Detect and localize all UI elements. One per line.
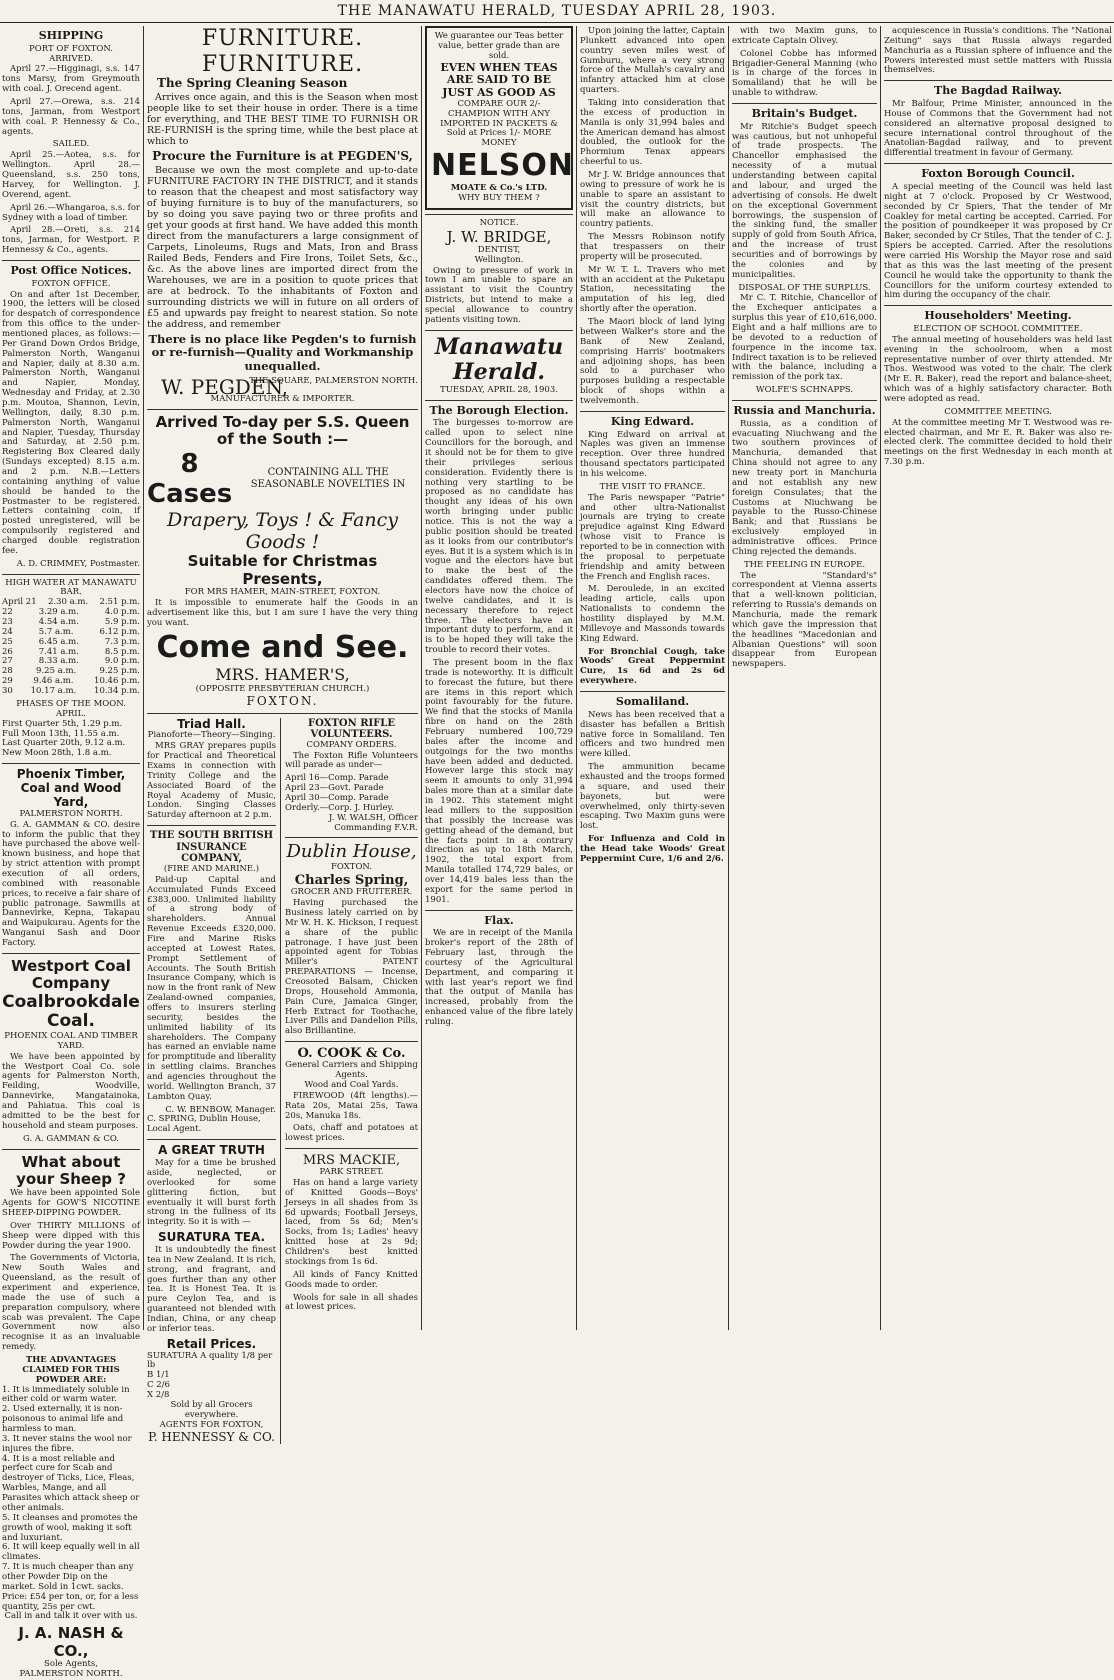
procure-text: Because we own the most complete and up-to-date FURNITURE FACTORY IN THE DISTRICT, and it stands to reason that the cheapest and most satisfactory way of buying furniture is to buy of the manufacturers, so by so doing you save paying two or three profits and get your goods at first hand. We have added this month direct from the manufacturers a large consignment of Carpets, Linoleums, Rugs and Mats, Iron and Brass Railed Beds, Fenders and Fire Irons, Toilet Sets, &c., &c. As the above lines are imported direct from the Warehouses, we are in a position to quote prices that are at bedrock. To the inhabitants of Foxton and surrounding districts we will in future on all orders of £5 and upwards pay freight to nearest station. So note the address, and remember bbox=[147, 164, 418, 331]
france-text: The Paris newspaper "Patrie" and other ultra-Nationalist journals are trying to create prejudice against King Edward (whose visit to France is reported to be in connection with the proposal to perpetuate friendship and amity between the French and English races. bbox=[580, 492, 725, 582]
tide-cell: 10.17 a.m. bbox=[30, 686, 77, 697]
wellington: Wellington. bbox=[474, 254, 524, 265]
divider bbox=[732, 103, 877, 104]
tide-cell: 30 bbox=[2, 686, 13, 697]
moon-line: New Moon 28th, 1.8 a.m. bbox=[2, 748, 112, 759]
mackie-title: MRS MACKIE, bbox=[302, 1153, 401, 1169]
coalbrookdale: Coalbrookdale Coal. bbox=[2, 991, 140, 1032]
tide-cell: 6.45 a.m. bbox=[38, 636, 79, 647]
king-text: King Edward on arrival at Naples was given an immense reception. Over three hundred thousand spectators participated in his welcome. bbox=[580, 429, 725, 479]
moon-line: Last Quarter 20th, 9.12 a.m. bbox=[2, 738, 126, 749]
come-and-see: Come and See. bbox=[156, 630, 409, 666]
dublin-foxton: FOXTON. bbox=[331, 862, 373, 873]
tea-even: EVEN WHEN TEAS ARE SAID TO BE JUST AS GOOD AS bbox=[440, 60, 558, 100]
insurance-text: Paid-up Capital and Accumulated Funds Exceed £383,000. Unlimited liability of a strong body of shareholders. Annual Revenue Exceeds £320,000. Fire and Marine Risks accepted at Lowest Rates. Prompt Settlement of Accounts. The South British Insurance Company, which is now in the front rank of New Zealand-owned companies, offers to insurers sterling security, besides the unlimited liability of its shareholders. The Company has earned an enviable name for promptitude and liberality in settling claims. Branches and agencies throughout the world. Wellington Branch, 37 Lambton Quay. bbox=[147, 874, 277, 1102]
advantage-item: 6. It will keep equally well in all climates. bbox=[2, 1542, 140, 1563]
dentist: DENTIST, bbox=[477, 244, 521, 255]
pegden-sub: MANUFACTURER & IMPORTER. bbox=[210, 394, 355, 405]
shipping-line: April 27.—Higginagi, s.s. 147 tons Marsy, from Greymouth with coal. J. Orecend agent. bbox=[2, 64, 140, 95]
budget-text: Mr Ritchie's Budget speech was cautious, but not unhopeful of trade prospects. The Chancellor emphasised the necessity of a mutual understanding between capital and labour, and urged the advertising of consols. He dwelt on the exceptional Government borrowings, the suspension of the sinking fund, the smaller supply of gold from South Africa, and the increase of trust securities and of borrowings by the colonies and by municipalities. bbox=[732, 121, 877, 280]
advantage-item: 1. It is immediately soluble in either cold or warm water. bbox=[2, 1384, 130, 1405]
tide-cell: 29 bbox=[2, 676, 13, 687]
committee-text: At the committee meeting Mr T. Westwood was re-elected chairman, and Mr E. R. Baker was also re-elected clerk. The committee decided to hold their meetings on the first Wednesday in each month at 7.30 p.m. bbox=[884, 417, 1112, 468]
column-rule bbox=[421, 26, 422, 1330]
tide-cell: 10.34 p.m. bbox=[94, 686, 140, 697]
spring-title: The Spring Cleaning Season bbox=[157, 76, 348, 91]
retail-row: C 2/6 bbox=[147, 1380, 170, 1391]
rifles-text: The Foxton Rifle Volunteers will parade as under— bbox=[285, 750, 418, 771]
divider bbox=[285, 837, 418, 838]
divider bbox=[2, 574, 140, 575]
divider bbox=[580, 691, 725, 692]
flax-text: We are in receipt of the Manila broker's report of the 28th of February last, through the courtesy of the Agricultural Department, and comparing it with last year's report we find that the output of Manila has increased, probably from the enhanced value of the fibre lately ruling. bbox=[425, 928, 573, 1027]
somaliland-text: News has been received that a disaster has befallen a British native force in Somaliland. Ten officers and two hundred men were killed. bbox=[580, 709, 725, 760]
impossible-text: It is impossible to enumerate half the Goods in an advertisement like this, but I am sure I have the very thing you want. bbox=[147, 597, 418, 628]
column-2 bbox=[147, 26, 418, 1444]
column-rule bbox=[576, 26, 577, 1330]
divider bbox=[732, 400, 877, 401]
tide-cell: 8.33 a.m. bbox=[38, 656, 79, 667]
nash-sub: Sole Agents, bbox=[44, 1659, 98, 1670]
cases-title: 8 Cases bbox=[147, 448, 233, 509]
tide-cell: 9.25 p.m. bbox=[99, 666, 140, 677]
cook-sub: General Carriers and Shipping Agents. bbox=[285, 1060, 418, 1081]
westport-sign: G. A. GAMMAN & CO. bbox=[23, 1133, 119, 1144]
divider bbox=[2, 953, 140, 954]
surplus-title: DISPOSAL OF THE SURPLUS. bbox=[738, 282, 871, 293]
tide-cell: 7.41 a.m. bbox=[38, 646, 79, 657]
westport-text: We have been appointed by the Westport Coal Co. sole agents for Palmerston North, Feilding, Woodville, Dannevirke, Mangatainoka, and Pahiatua. This coal is admitted to be the best for household and steam purposes. bbox=[2, 1051, 140, 1131]
herald-title: Manawatu Herald. bbox=[434, 333, 564, 386]
somaliland-title: Somaliland. bbox=[615, 695, 690, 709]
tide-cell: 2.30 a.m. bbox=[47, 597, 89, 608]
drapery-title: Drapery, Toys ! & Fancy Goods ! bbox=[166, 509, 399, 554]
christmas-title: Suitable for Christmas Presents, bbox=[187, 552, 378, 588]
tide-title: HIGH WATER AT MANAWATU BAR. bbox=[5, 577, 137, 598]
masthead bbox=[0, 0, 1114, 23]
divider bbox=[884, 163, 1112, 164]
tide-cell: 5.7 a.m. bbox=[38, 626, 74, 637]
column-text: The Messrs Robinson notify that trespassers on their property will be prosecuted. bbox=[580, 232, 725, 262]
advantage-item: 7. It is much cheaper than any other Powder Dip on the market. Sold in 1cwt. sacks. Price: £54 per ton, or, for a less quantity, 25s per cwt. bbox=[2, 1562, 139, 1612]
suratura-title: SURATURA TEA. bbox=[157, 1230, 266, 1245]
divider bbox=[2, 260, 140, 261]
feeling-title: THE FEELING IN EUROPE. bbox=[743, 559, 866, 570]
bronchial-ad: For Bronchial Cough, take Woods' Great Peppermint Cure, 1s 6d and 2s 6d everywhere. bbox=[580, 646, 725, 687]
council-text: A special meeting of the Council was held last night at 7 o'clock. Proposed by Cr Westwood, seconded by Cr Spiers, That the tender of Mr Coakley for metal carting be accepted. Carried. For the position of poundkeeper it was proposed by Cr Baker, seconded by Cr Stiles, That the tender of C. J. Spiers be accepted. Carried. After the resolutions were carried His Worship the Mayor rose and said that as this was the last meeting of the present Council he would take the opportunity to thank the Councillors for the uniform courtesy extended to him during the occupancy of the chair. bbox=[884, 181, 1112, 301]
somaliland-text: The ammunition became exhausted and the troops formed a square, and used their bayonets, but were overwhelmed, only thirty-seven escaping. Two Maxim guns were lost. bbox=[580, 762, 725, 832]
shipping-title: SHIPPING bbox=[38, 29, 104, 42]
phoenix-text: G. A. GAMMAN & CO. desire to inform the public that they have purchased the above well-known business, and hope that by strict attention with prompt execution of all orders, combined with reasonable prices, to receive a fair share of public patronage. Sawmills at Dannevirke, Kepna, Takapau and Waipukurau. Agents for the Wanganui Sash and Door Factory. bbox=[2, 819, 140, 948]
shipping-port: PORT OF FOXTON. bbox=[29, 43, 113, 54]
tide-cell: 26 bbox=[2, 646, 13, 657]
advantage-item: 3. It never stains the wool nor injures the fibre. bbox=[2, 1433, 132, 1454]
triad-title: Triad Hall. bbox=[177, 716, 246, 731]
column-text: acquiescence in Russia's conditions. The "National Zeitung" says that Russia always regarded Manchuria as a Russian sphere of influence and the Powers interested must settle matters with Russia themselves. bbox=[884, 26, 1112, 76]
insurance-title: THE SOUTH BRITISH INSURANCE COMPANY, bbox=[149, 830, 274, 865]
column-text: Taking into consideration that the excess of production in Manila is only 31,994 bales and the American demand has almost doubled, the outlook for the Phormium Tenax appears cheerful to us. bbox=[580, 98, 725, 168]
tide-cell: 28 bbox=[2, 666, 13, 677]
tide-row bbox=[2, 687, 140, 697]
benbow: C. W. BENBOW, Manager. bbox=[165, 1104, 277, 1115]
tide-cell: 23 bbox=[2, 617, 13, 628]
france-title: THE VISIT TO FRANCE. bbox=[599, 481, 706, 492]
divider bbox=[285, 1041, 418, 1042]
divider bbox=[425, 330, 573, 331]
tide-cell: 6.12 p.m. bbox=[99, 626, 140, 637]
divider bbox=[285, 1148, 418, 1149]
divider bbox=[425, 214, 573, 215]
column-rule bbox=[143, 26, 144, 1330]
nelson-title: NELSON bbox=[431, 148, 574, 184]
divider bbox=[425, 910, 573, 911]
column-text: Mr W. T. L. Travers who met with an accident at the Puketapu Station, necessitating the amputation of his leg, died shortly after the operation. bbox=[580, 264, 725, 315]
foxton: FOXTON. bbox=[246, 693, 319, 708]
column-text: The Maori block of land lying between Walker's store and the Bank of New Zealand, comprising Harris' bootmakers and adjoining shops, has been sold to a purchaser who purposes building a respectable block of shops within a twelvemonth. bbox=[580, 317, 725, 406]
opposite: (OPPOSITE PRESBYTERIAN CHURCH.) bbox=[195, 683, 370, 694]
divider bbox=[425, 400, 573, 401]
column-3 bbox=[425, 26, 573, 1330]
triad-text: MRS GRAY prepares pupils for Practical and Theoretical Exams in connection with Trinity College and the Associated Board of the Royal Academy of Music, London. Singing Classes Saturday afternoon at 2 p.m. bbox=[147, 741, 277, 821]
shipping-line: April 26.—Whangaroa, s.s. for Sydney with a load of timber. bbox=[2, 202, 140, 223]
tide-cell: 27 bbox=[2, 656, 13, 667]
divider bbox=[2, 763, 140, 764]
advantage-item: 5. It cleanses and promotes the growth of wool, making it soft and luxuriant. bbox=[2, 1512, 138, 1543]
pegden-name: W. PEGDEN, bbox=[161, 375, 289, 400]
wools: Wools for sale in all shades at lowest prices. bbox=[285, 1292, 418, 1313]
editorial-text: The burgesses to-morrow are called upon to select nine Councillors for the borough, and it should not be for them to give their privileges serious consideration. Evidently there is nothing very startling to be proposed as no candidate has thought any ideas of his own worth bringing under public notice. This is not the way a public position should be treated as it looks from our contributor's eyes. But it is a system which is in vogue and the electors have but to make the best of the candidates offered them. The electors have now the choice of twelve candidates, and it is necessary therefore to reject three. The electors have an important duty to perform, and it is to be hoped they will take the trouble to record their votes. bbox=[425, 418, 573, 656]
tide-cell: 3.29 a.m. bbox=[38, 607, 79, 618]
flax-title: Flax. bbox=[484, 913, 514, 927]
divider bbox=[884, 305, 1112, 306]
tide-cell: 4.0 p.m. bbox=[104, 607, 140, 618]
advantages-title: THE ADVANTAGES CLAIMED FOR THIS POWDER ARE: bbox=[22, 1355, 120, 1385]
tide-cell: 10.46 p.m. bbox=[94, 676, 140, 687]
advantage-item: 4. It is a most reliable and perfect cure for Scab and destroyer of Ticks, Lice, Fleas, Warbles, Mange, and all Parasites which attack sheep or other animals. bbox=[2, 1453, 140, 1513]
tide-cell: 2.51 p.m. bbox=[99, 597, 140, 608]
schnapps: WOLFE'S SCHNAPPS. bbox=[755, 385, 854, 396]
sheep-title: What about your Sheep ? bbox=[16, 1152, 126, 1188]
column-text: Upon joining the latter, Captain Plunkett advanced into open country seven miles west of Gumburu, where a very strong force of the Mullah's cavalry and infantry attacked him at close quarters. bbox=[580, 26, 725, 96]
triad-sub: Pianoforte—Theory—Singing. bbox=[147, 730, 276, 741]
tide-cell: 8.5 p.m. bbox=[104, 646, 140, 657]
divider bbox=[147, 1139, 276, 1140]
shipping-line: April 28.—Oreti, s.s. 214 tons, Jarman, for Westport. P. Hennessy & Co., agents. bbox=[2, 225, 140, 256]
divider bbox=[147, 409, 418, 410]
grocer: GROCER AND FRUITERER. bbox=[290, 887, 413, 898]
procure-title: Procure the Furniture is at PEGDEN'S, bbox=[152, 149, 413, 164]
bridge-text: Owing to pressure of work in town I am unable to spare an assistant to visit the Country Districts, but intend to make a special allowance to country patients visiting town. bbox=[425, 265, 573, 325]
why-buy: WHY BUY THEM ? bbox=[458, 192, 540, 203]
arrived-title: Arrived To-day per S.S. Queen of the South :— bbox=[155, 413, 410, 449]
shipping-line: April 25.—Aotea, s.s. for Wellington. April 28.—Queensland, s.s. 250 tons, Harvey, for Wellington. J. Overend, agent. bbox=[2, 150, 140, 200]
column-1 bbox=[2, 26, 140, 1679]
spring-text: Arrives once again, and this is the Season when most people like to set their house in order. There is a time for everything, and THE BEST TIME TO FURNISH OR RE-FURNISH is the spring time, while the best place at which to bbox=[147, 91, 418, 147]
tide-cell: 24 bbox=[2, 626, 13, 637]
spring-agent: C. SPRING, Dublin House, Local Agent. bbox=[147, 1114, 261, 1135]
phoenix-coal: PHOENIX COAL AND TIMBER YARD. bbox=[4, 1031, 138, 1051]
russia-title: Russia and Manchuria. bbox=[733, 403, 876, 417]
shipping-line: April 27.—Orewa, s.s. 214 tons, Jarman, from Westport with coal. P. Hennessy & Co., agents. bbox=[2, 97, 140, 137]
post-office-text: On and after 1st December, 1900, the letters will be closed for despatch of correspondence from this office to the under-mentioned places, as follows:— Per Grand Down Ordos Bridge, Palmerston North, Wanganui and Napier, daily at 8.30 a.m. Palmerston North, Wanganui and Napier, Monday, Wednesday and Friday, at 2.30 p.m. Moutoa, Shannon, Levin, Wellington, daily, 8.30 p.m. Palmerston North, Wanganui and Napier, Tuesday, Thursday and Saturday, at 2.50 p.m. Registering Box Cleared daily (Sundays excepted) 8.15 a.m. and 2 p.m. N.B.—Letters containing anything of value should be handed to the Postmaster to be registered. Letters containing coin, if posted unregistered, will be compulsorily registered and charged double registration fee. bbox=[2, 289, 140, 556]
tide-cell: 9.46 a.m. bbox=[33, 676, 74, 687]
moon-line: Full Moon 13th, 11.55 a.m. bbox=[2, 728, 120, 739]
shipping-line: SAILED. bbox=[52, 139, 90, 150]
rifles-title: FOXTON RIFLE VOLUNTEERS. bbox=[308, 717, 395, 741]
furniture-title: FURNITURE. FURNITURE. bbox=[201, 26, 364, 77]
cook-yard: Wood and Coal Yards. bbox=[304, 1079, 399, 1090]
king-title: King Edward. bbox=[610, 414, 695, 428]
tide-cell: 4.54 a.m. bbox=[38, 617, 79, 628]
nelson-tea-ad bbox=[425, 26, 573, 210]
column-6 bbox=[884, 26, 1112, 1330]
divider bbox=[147, 713, 418, 714]
retail-title: Retail Prices. bbox=[166, 1336, 257, 1351]
tide-table bbox=[2, 598, 140, 697]
suratura-text: It is undoubtedly the finest tea in New Zealand. It is rich, strong, and fragrant, and goes further than any other tea. It is Honest Tea. It is pure Ceylon Tea, and is guaranteed not blended with Indian, China, or any cheap or inferior teas. bbox=[147, 1244, 277, 1334]
notice: NOTICE. bbox=[479, 217, 519, 228]
tea-compare: COMPARE OUR 2/- CHAMPION WITH ANY IMPORTED IN PACKETS & Sold at Prices 1/- MORE MONEY bbox=[440, 98, 558, 149]
divider bbox=[147, 825, 276, 826]
parade-line: April 16—Comp. Parade bbox=[285, 773, 389, 784]
shipping-arrived: ARRIVED. bbox=[49, 53, 93, 64]
column-text: with two Maxim guns, to extricate Captain Olivey. bbox=[732, 26, 877, 46]
hamer-for: FOR MRS HAMER, MAIN-STREET, FOXTON. bbox=[184, 586, 381, 597]
budget-title: Britain's Budget. bbox=[751, 107, 858, 121]
bagdad-title: The Bagdad Railway. bbox=[934, 84, 1062, 98]
mackie-text2: All kinds of Fancy Knitted Goods made to order. bbox=[285, 1269, 418, 1290]
walsh: J. W. WALSH, Officer Commanding F.V.R. bbox=[328, 812, 418, 833]
column-4 bbox=[580, 26, 725, 1330]
post-office-sub: FOXTON OFFICE. bbox=[31, 278, 111, 289]
moon-title: PHASES OF THE MOON. bbox=[16, 698, 126, 709]
mackie-text: Has on hand a large variety of Knitted Goods—Boys' Jerseys in all shades from 3s 6d upwards; Football Jerseys, laced, from 5s 6d; Men's Socks, from 1s; Ladies' heavy knitted hose at 2s 9d; Children's best knitted stockings from 1s 6d. bbox=[285, 1178, 418, 1267]
tide-cell: 9.25 a.m. bbox=[36, 666, 77, 677]
westport-title: Westport Coal Company bbox=[11, 956, 131, 993]
advantage-item: 2. Used externally, it is non-poisonous to animal life and harmless to man. bbox=[2, 1404, 124, 1435]
sheep-text: Over THIRTY MILLIONS of Sheep were dipped with this Powder during the year 1900. bbox=[2, 1220, 140, 1251]
hamers-name: MRS. HAMER'S, bbox=[215, 665, 350, 685]
russia-text: Russia, as a condition of evacuating Niuchwang and the two southern provinces of Manchuria, demanded that China should not agree to any new treaty port in Manchuria and not establish any new foreign Consulates; that the Customs at Niuchwang be payable to the Russo-Chinese Bank; and that Russians be exclusively employed in administrative offices. Prince Ching rejected the demands. bbox=[732, 418, 877, 557]
retail-row: SURATURA A quality 1/8 per lb bbox=[147, 1350, 273, 1371]
householders-title: Householders' Meeting. bbox=[924, 309, 1072, 323]
nash-place: PALMERSTON NORTH. bbox=[19, 1668, 123, 1679]
sheep-text: The Governments of Victoria, New South Wales and Queensland, as the result of experiment and experience, made the use of such a preparation compulsory, where scab was prevalent. The Cape Government now also recognise it as an invaluable remedy. bbox=[2, 1253, 140, 1353]
orderly: Orderly.—Corp. J. Hurley. bbox=[285, 802, 394, 813]
inner-rule bbox=[280, 718, 281, 1445]
feeling-text: The "Standard's" correspondent at Vienna asserts that a well-known politician, referring to Russia's demands on Manchuria, made the remark which gave the impression that the headlines "Macedonian and Albanian Questions" will soon disappear from European newspapers. bbox=[732, 570, 877, 670]
school-text: The annual meeting of householders was held last evening in the schoolroom, when a most representative number of over thirty attended. Mr Thos. Westwood was voted to the chair. The clerk (Mr E. R. Baker), read the report and balance-sheet, which was of a highly satisfactory character. Both were adopted as read. bbox=[884, 334, 1112, 405]
tea-top: We guarantee our Teas better value, better grade than are sold. bbox=[434, 31, 564, 61]
company-orders: COMPANY ORDERS. bbox=[306, 739, 397, 750]
editorial-text: The present boom in the flax trade is noteworthy. It is difficult to forecast the future, but there are items in this report which point favourably for the future. We find that the stocks of Manila fibre on hand on the 28th February numbered 100,729 bales after the income and outgoings for the two months have been added and deducted. However large this stock may seem it amounts to only 31,994 bales more than at a similar date in 1902. This statement might lead millers to the supposition that possibly the increase was getting ahead of the demand, but the facts point in a contrary direction as up to 18th March, 1902, the total export from Manila totalled 174,729 bales, or over 14,419 bales less than the export for the same period in 1901. bbox=[425, 658, 573, 905]
figaro-text: M. Deroulede, in an excited leading article, calls upon Nationalists to condemn the hostility displayed by M.M. Millevoye and Massonds towards King Edward. bbox=[580, 584, 725, 644]
moon-line: First Quarter 5th, 1.29 p.m. bbox=[2, 718, 123, 729]
council-title: Foxton Borough Council. bbox=[921, 167, 1075, 181]
school-title: ELECTION OF SCHOOL COMMITTEE. bbox=[913, 324, 1083, 335]
committee-title: COMMITTEE MEETING. bbox=[944, 406, 1052, 417]
moon-sub: APRIL. bbox=[56, 708, 86, 719]
insurance-sub: (FIRE AND MARINE.) bbox=[163, 863, 260, 874]
truth-text: May for a time be brushed aside, neglected, or overlooked for some glittering fiction, but eventually it will burst forth strong in the fullness of its integrity. So it is with — bbox=[147, 1158, 277, 1228]
parade-line: April 23—Govt. Parade bbox=[285, 783, 384, 794]
retail-row: B 1/1 bbox=[147, 1370, 170, 1381]
cook-title: O. COOK & Co. bbox=[297, 1046, 406, 1062]
tide-cell: 25 bbox=[2, 636, 13, 647]
divider bbox=[580, 411, 725, 412]
triad-block bbox=[147, 718, 276, 1445]
right-subcolumn bbox=[285, 718, 418, 1445]
parade-line: April 30—Comp. Parade bbox=[285, 793, 389, 804]
moate: MOATE & Co.'s LTD. bbox=[450, 182, 548, 193]
hennessy: P. HENNESSY & CO. bbox=[148, 1429, 275, 1444]
charles-spring: Charles Spring, bbox=[294, 873, 409, 889]
election-title: The Borough Election. bbox=[429, 403, 569, 417]
pegden-address: THE SQUARE, PALMERSTON NORTH. bbox=[249, 376, 418, 387]
retail-row: X 2/8 bbox=[147, 1390, 170, 1401]
great-truth: A GREAT TRUTH bbox=[158, 1143, 265, 1158]
cases-sub: CONTAINING ALL THE SEASONABLE NOVELTIES IN bbox=[250, 467, 406, 490]
bagdad-text: Mr Balfour, Prime Minister, announced in the House of Commons that the Government had not considered an alternative proposal designed to secure international control throughout of the Anatolian-Bagdad railway, and to prevent differential treatment in favour of Germany. bbox=[884, 99, 1112, 159]
influenza-ad: For Influenza and Cold in the Head take Woods' Great Peppermint Cure, 1/6 and 2/6. bbox=[580, 834, 725, 864]
nash-title: J. A. NASH & CO., bbox=[18, 1624, 124, 1660]
phoenix-title: Phoenix Timber, Coal and Wood Yard, bbox=[16, 767, 126, 809]
oats: Oats, chaff and potatoes at lowest prices. bbox=[285, 1123, 418, 1144]
no-place: There is no place like Pegden's to furnish or re-furnish—Quality and Workmanship unequalled. bbox=[148, 332, 417, 373]
mackie-sub: PARK STREET. bbox=[319, 1167, 384, 1178]
masthead-title: THE MANAWATU HERALD, TUESDAY APRIL 28, 1903. bbox=[337, 3, 777, 19]
column-rule bbox=[880, 26, 881, 1330]
column-rule bbox=[728, 26, 729, 1330]
column-5 bbox=[732, 26, 877, 1330]
column-text: Colonel Cobbe has informed Brigadier-General Manning (who is in charge of the forces in Somaliland) that he will be unable to withdraw. bbox=[732, 48, 877, 99]
divider bbox=[884, 80, 1112, 81]
tide-cell: April 21 bbox=[2, 597, 37, 608]
dublin-title: Dublin House, bbox=[286, 841, 417, 863]
tide-cell: 9.0 p.m. bbox=[104, 656, 140, 667]
dublin-text: Having purchased the Business lately carried on by Mr W. H. K. Hickson, I request a share of the public patronage. I have just been appointed agent for Tobias Miller's PATENT PREPARATIONS — Incense, Creosoted Balsam, Chicken Drops, Household Ammonia, Pain Cure, Jamaica Ginger, Herb Extract for Toothache, Liver Pills and Dandelion Pills, also Brilliantine. bbox=[285, 898, 418, 1037]
retail-note: Sold by all Grocers everywhere. bbox=[170, 1399, 253, 1420]
phoenix-place: PALMERSTON NORTH. bbox=[19, 808, 123, 819]
postmaster: A. D. CRIMMEY, Postmaster. bbox=[16, 558, 140, 569]
tide-cell: 22 bbox=[2, 607, 13, 618]
herald-date: TUESDAY, APRIL 28, 1903. bbox=[440, 384, 558, 395]
post-office-title: Post Office Notices. bbox=[10, 263, 132, 277]
divider bbox=[2, 1149, 140, 1150]
column-text: Mr J. W. Bridge announces that owing to pressure of work he is unable to spare an assistant to visit the country districts, but will make an allowance to country patients. bbox=[580, 170, 725, 230]
tide-cell: 7.3 p.m. bbox=[104, 636, 140, 647]
firewood: FIREWOOD (4ft lengths).—Rata 20s, Matai 25s, Tawa 20s, Manuka 18s. bbox=[285, 1090, 418, 1121]
tide-cell: 5.9 p.m. bbox=[104, 617, 140, 628]
agents: AGENTS FOR FOXTON, bbox=[159, 1419, 264, 1430]
sheep-text: We have been appointed Sole Agents for GOW'S NICOTINE SHEEP-DIPPING POWDER. bbox=[2, 1188, 140, 1218]
surplus-text: Mr C. T. Ritchie, Chancellor of the Exchequer anticipates a surplus this year of £10,616,000. Eight and a half millions are to be devoted to a reduction of fourpence in the income tax. Indirect taxation is to be relieved with the balance, including a remission of the pork tax. bbox=[732, 293, 877, 383]
bridge-name: J. W. BRIDGE, bbox=[446, 227, 552, 246]
advantage-item: Call in and talk it over with us. bbox=[4, 1611, 138, 1622]
